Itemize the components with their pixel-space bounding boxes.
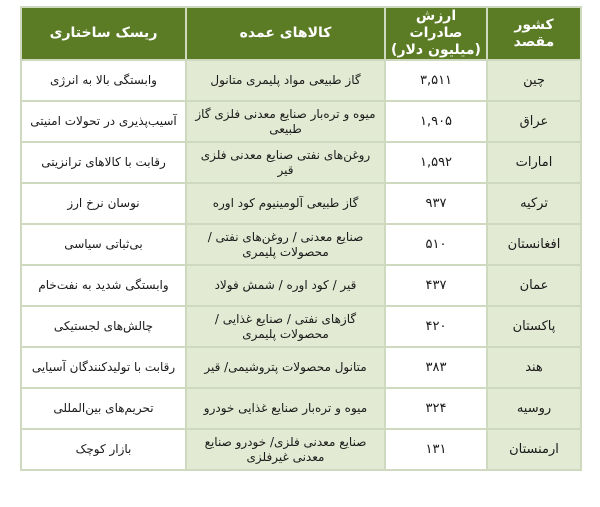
cell-main-goods: صنایع معدنی فلزی/ خودرو صنایع معدنی غیرفلزی — [186, 429, 385, 470]
header-structural-risk: ریسک ساختاری — [21, 7, 186, 60]
cell-export-value: ۳,۵۱۱ — [385, 60, 487, 101]
table-row — [21, 101, 581, 142]
cell-country: پاکستان — [487, 306, 581, 347]
cell-main-goods: گازهای نفتی / صنایع غذایی / محصولات پلیمری — [186, 306, 385, 347]
cell-main-goods: گاز طبیعی آلومینیوم کود اوره — [186, 183, 385, 224]
cell-export-value: ۴۲۰ — [385, 306, 487, 347]
cell-main-goods: میوه و تره‌بار صنایع غذایی خودرو — [186, 388, 385, 429]
cell-main-goods: روغن‌های نفتی صنایع معدنی فلزی قیر — [186, 142, 385, 183]
cell-structural-risk: رقابت با کالاهای ترانزیتی — [21, 142, 186, 183]
cell-main-goods: صنایع معدنی / روغن‌های نفتی / محصولات پلیمری — [186, 224, 385, 265]
cell-main-goods: گاز طبیعی مواد پلیمری متانول — [186, 60, 385, 101]
cell-country: چین — [487, 60, 581, 101]
cell-structural-risk: چالش‌های لجستیکی — [21, 306, 186, 347]
cell-country: عمان — [487, 265, 581, 306]
header-export-value: ارزش صادرات (میلیون دلار) — [385, 7, 487, 60]
cell-export-value: ۱,۵۹۲ — [385, 142, 487, 183]
cell-country: ترکیه — [487, 183, 581, 224]
export-table — [20, 6, 582, 471]
cell-structural-risk: وابستگی بالا به انرژی — [21, 60, 186, 101]
cell-export-value: ۳۲۴ — [385, 388, 487, 429]
cell-export-value: ۵۱۰ — [385, 224, 487, 265]
cell-structural-risk: نوسان نرخ ارز — [21, 183, 186, 224]
table-row — [21, 183, 581, 224]
cell-country: روسیه — [487, 388, 581, 429]
table-row — [21, 224, 581, 265]
cell-main-goods: قیر / کود اوره / شمش فولاد — [186, 265, 385, 306]
cell-main-goods: متانول محصولات پتروشیمی/ قیر — [186, 347, 385, 388]
cell-export-value: ۴۳۷ — [385, 265, 487, 306]
cell-country: افغانستان — [487, 224, 581, 265]
table-header-row — [21, 7, 581, 60]
cell-structural-risk: آسیب‌پذیری در تحولات امنیتی — [21, 101, 186, 142]
table-row — [21, 60, 581, 101]
export-table-wrapper — [20, 6, 580, 471]
cell-export-value: ۱,۹۰۵ — [385, 101, 487, 142]
table-row — [21, 388, 581, 429]
table-row — [21, 306, 581, 347]
cell-country: عراق — [487, 101, 581, 142]
header-main-goods: کالاهای عمده — [186, 7, 385, 60]
cell-country: هند — [487, 347, 581, 388]
cell-structural-risk: تحریم‌های بین‌المللی — [21, 388, 186, 429]
cell-main-goods: میوه و تره‌بار صنایع معدنی فلزی گاز طبیعی — [186, 101, 385, 142]
table-row — [21, 429, 581, 470]
cell-structural-risk: وابستگی شدید به نفت‌خام — [21, 265, 186, 306]
cell-export-value: ۹۳۷ — [385, 183, 487, 224]
table-row — [21, 265, 581, 306]
cell-export-value: ۳۸۳ — [385, 347, 487, 388]
table-row — [21, 347, 581, 388]
cell-structural-risk: بازار کوچک — [21, 429, 186, 470]
cell-structural-risk: رقابت با تولیدکنندگان آسیایی — [21, 347, 186, 388]
table-row — [21, 142, 581, 183]
cell-structural-risk: بی‌ثباتی سیاسی — [21, 224, 186, 265]
cell-export-value: ۱۳۱ — [385, 429, 487, 470]
cell-country: امارات — [487, 142, 581, 183]
header-country: کشور مقصد — [487, 7, 581, 60]
cell-country: ارمنستان — [487, 429, 581, 470]
